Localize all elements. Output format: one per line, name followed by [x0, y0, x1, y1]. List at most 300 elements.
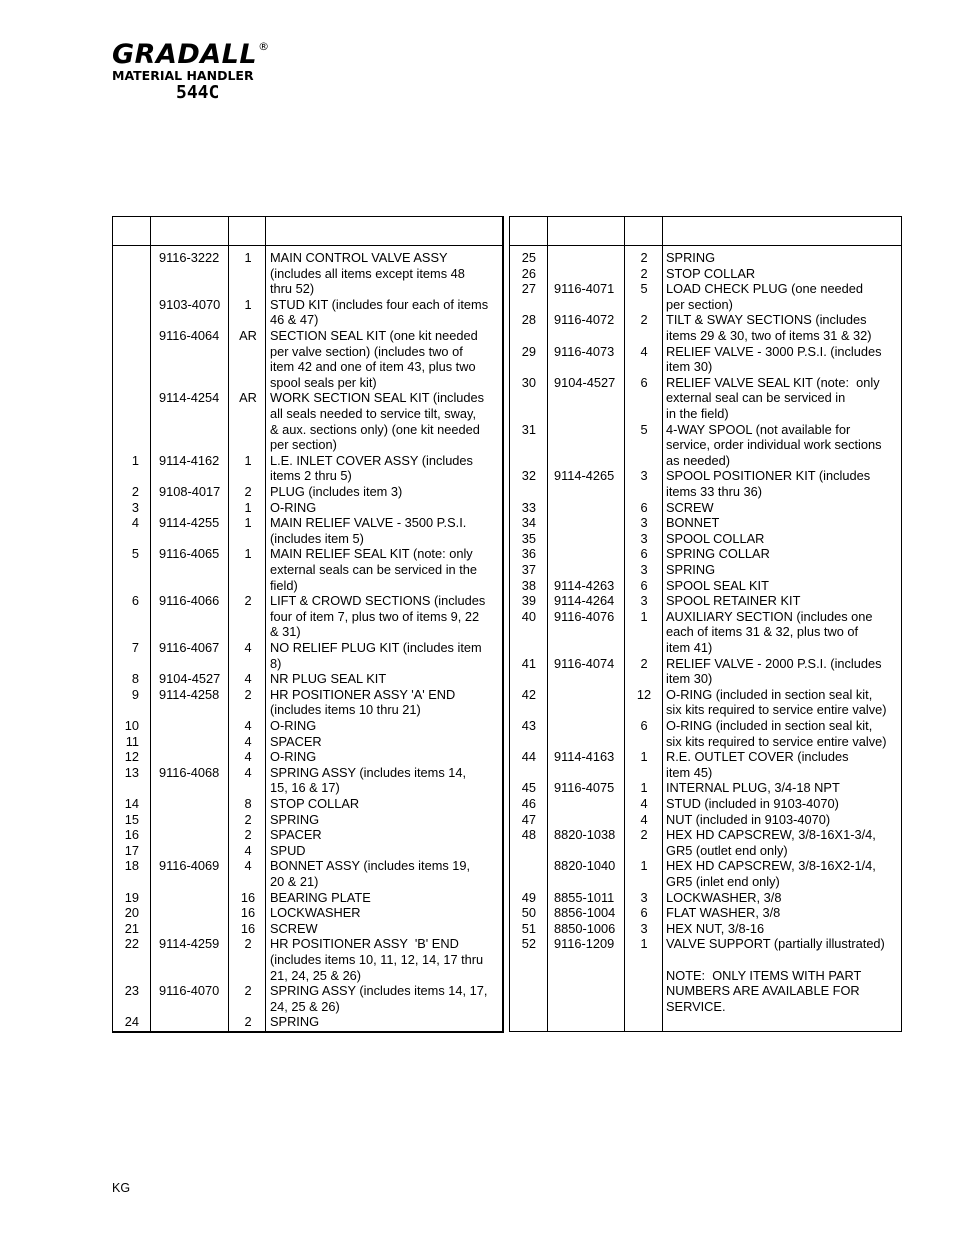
- description-line: 24, 25 & 26): [270, 998, 340, 1014]
- description-line: PLUG (includes item 3): [270, 484, 403, 499]
- description-line: item 30): [666, 359, 713, 375]
- column-divider: [150, 217, 151, 1031]
- description: [666, 921, 902, 937]
- description-line: SPOOL SEAL KIT: [666, 577, 769, 593]
- brand-name: [112, 40, 270, 70]
- description: [270, 734, 502, 750]
- description-line: NO RELIEF PLUG KIT (includes item: [270, 640, 482, 655]
- parts-table-left: [112, 216, 504, 1033]
- description-line: thru 52): [270, 281, 315, 297]
- header-divider: [113, 245, 502, 246]
- item-number: 20: [124, 905, 139, 921]
- quantity: 6: [640, 374, 648, 390]
- quantity: 1: [640, 780, 648, 796]
- description-line: NUMBERS ARE AVAILABLE FOR: [666, 983, 860, 999]
- description-line: HEX HD CAPSCREW, 3/8-16X2-1/4,: [666, 858, 876, 874]
- item-number: 9: [131, 686, 139, 702]
- item-number: 33: [521, 499, 536, 515]
- item-number: 32: [521, 468, 536, 484]
- item-number: 45: [521, 780, 536, 796]
- quantity: 6: [640, 577, 648, 593]
- quantity: 2: [244, 593, 252, 609]
- item-number: 14: [124, 796, 139, 811]
- description-line: service, order individual work sections: [666, 437, 882, 453]
- part-number: 9116-4069: [159, 858, 220, 874]
- description-line: (includes item 5): [270, 530, 364, 546]
- item-number: 34: [521, 515, 536, 531]
- description-line: RELIEF VALVE SEAL KIT (note: only: [666, 374, 880, 390]
- quantity: 5: [640, 281, 648, 297]
- description: [666, 344, 902, 375]
- description-line: INTERNAL PLUG, 3/4-18 NPT: [666, 780, 840, 796]
- part-number: 9114-4254: [159, 390, 220, 406]
- description-line: LOCKWASHER, 3/8: [666, 889, 782, 905]
- part-number: 9116-4070: [159, 983, 220, 999]
- description-line: SPUD: [270, 842, 306, 858]
- description-line: (includes items 10, 11, 12, 14, 17 thru: [270, 951, 484, 967]
- description-line: items 33 thru 36): [666, 483, 763, 499]
- description-line: per valve section) (includes two of: [270, 343, 463, 359]
- part-number: 9104-4527: [159, 671, 221, 687]
- description-line: 20 & 21): [270, 873, 319, 889]
- quantity: 2: [244, 1014, 252, 1030]
- description-line: SPRING: [666, 250, 716, 265]
- quantity: 4: [244, 733, 252, 749]
- description-line: WORK SECTION SEAL KIT (includes: [270, 390, 485, 406]
- description: [270, 827, 502, 843]
- header-divider: [510, 245, 901, 246]
- description: [666, 422, 902, 469]
- description: [666, 780, 902, 796]
- quantity: 2: [244, 686, 252, 702]
- description: [666, 266, 902, 282]
- part-number: 9116-4067: [159, 640, 220, 655]
- item-number: 23: [124, 983, 139, 999]
- quantity: AR: [239, 328, 257, 343]
- description-line: items 2 thru 5): [270, 468, 352, 484]
- quantity: 1: [640, 608, 648, 624]
- description-line: BONNET ASSY (includes items 19,: [270, 858, 471, 874]
- item-number: 4: [131, 515, 139, 531]
- part-number: 9116-4072: [554, 312, 615, 328]
- description: [270, 453, 502, 484]
- brand-text: GRADALL: [112, 39, 258, 70]
- description-line: O-RING: [270, 499, 317, 515]
- description: [270, 921, 502, 937]
- item-number: 17: [124, 842, 139, 858]
- description-line: external seals can be serviced in the: [270, 561, 477, 577]
- description: [666, 718, 902, 749]
- quantity: 2: [244, 811, 252, 827]
- description: [666, 609, 902, 656]
- description-line: GR5 (inlet end only): [666, 873, 780, 889]
- description-line: SPRING: [270, 811, 320, 827]
- description-line: SPRING ASSY (includes items 14, 17,: [270, 983, 488, 999]
- quantity: 2: [244, 983, 252, 999]
- part-number: 8850-1006: [554, 920, 616, 936]
- description: [666, 905, 902, 921]
- description: [666, 546, 902, 562]
- item-number: 41: [521, 655, 536, 671]
- item-number: 24: [124, 1014, 139, 1030]
- quantity: 4: [244, 764, 252, 780]
- item-number: 13: [124, 764, 139, 780]
- quantity: 4: [244, 842, 252, 858]
- description-line: SPRING COLLAR: [666, 546, 770, 562]
- description-line: four of item 7, plus two of items 9, 22: [270, 608, 480, 624]
- quantity: 6: [640, 905, 648, 921]
- description-line: SCREW: [666, 499, 714, 515]
- item-number: 6: [131, 593, 139, 609]
- item-number: 43: [521, 718, 536, 733]
- description-line: item 41): [666, 639, 713, 655]
- description: [270, 812, 502, 828]
- part-number: 9116-4068: [159, 764, 220, 780]
- description: [666, 687, 902, 718]
- description: [666, 250, 902, 266]
- quantity: 1: [244, 250, 252, 265]
- description-line: (includes all items except items 48: [270, 265, 465, 281]
- quantity: 8: [244, 796, 252, 811]
- description-line: LOAD CHECK PLUG (one needed: [666, 281, 864, 297]
- quantity: 3: [640, 468, 648, 484]
- item-number: 16: [124, 827, 139, 843]
- item-number: 48: [521, 827, 536, 843]
- description: [270, 765, 502, 796]
- part-number: 9114-4259: [159, 936, 220, 952]
- part-number: 9116-3222: [159, 250, 220, 265]
- item-number: 30: [521, 374, 536, 390]
- description-line: NUT (included in 9103-4070): [666, 811, 831, 827]
- item-number: 27: [521, 281, 536, 297]
- description-line: SPRING: [666, 562, 716, 577]
- description-line: R.E. OUTLET COVER (includes: [666, 749, 849, 765]
- part-number: 9114-4162: [159, 452, 220, 468]
- description: [666, 968, 902, 1015]
- description-line: GR5 (outlet end only): [666, 842, 788, 858]
- item-number: 10: [124, 718, 139, 733]
- quantity: 3: [640, 515, 648, 531]
- item-number: 40: [521, 608, 536, 624]
- description-line: field): [270, 577, 298, 593]
- quantity: 1: [640, 749, 648, 765]
- column-divider: [624, 217, 625, 1031]
- description-line: HR POSITIONER ASSY 'B' END: [270, 936, 459, 952]
- description-line: per section): [270, 437, 337, 453]
- part-number: 8856-1004: [554, 905, 616, 921]
- quantity: 3: [640, 530, 648, 546]
- description: [666, 375, 902, 422]
- description: [270, 500, 502, 516]
- description: [270, 671, 502, 687]
- item-number: 1: [131, 452, 139, 468]
- description-line: SPRING: [270, 1014, 320, 1030]
- item-number: 36: [521, 546, 536, 562]
- column-divider: [662, 217, 663, 1031]
- quantity: 4: [244, 858, 252, 874]
- part-number: 9114-4264: [554, 593, 615, 609]
- part-number: 8855-1011: [554, 889, 615, 905]
- quantity: 2: [640, 827, 648, 843]
- description-line: 8): [270, 655, 282, 671]
- item-number: 29: [521, 343, 536, 359]
- description: [270, 250, 502, 297]
- description-line: SPOOL COLLAR: [666, 530, 765, 546]
- item-number: 42: [521, 686, 536, 702]
- description-line: LIFT & CROWD SECTIONS (includes: [270, 593, 486, 609]
- item-number: 26: [521, 265, 536, 281]
- item-number: 22: [124, 936, 139, 952]
- description-line: STUD (included in 9103-4070): [666, 796, 839, 811]
- item-number: 12: [124, 749, 139, 765]
- description-line: all seals needed to service tilt, sway,: [270, 405, 477, 421]
- description: [270, 297, 502, 328]
- description: [666, 827, 902, 858]
- description-line: items 29 & 30, two of items 31 & 32): [666, 327, 872, 343]
- description-line: [666, 952, 902, 968]
- description-line: MAIN RELIEF VALVE - 3500 P.S.I.: [270, 515, 467, 531]
- item-number: 52: [521, 936, 536, 952]
- quantity: 4: [640, 343, 648, 359]
- item-number: 2: [131, 484, 139, 499]
- quantity: 3: [640, 562, 648, 577]
- description: [666, 312, 902, 343]
- description-line: RELIEF VALVE - 2000 P.S.I. (includes: [666, 655, 882, 671]
- item-number: 31: [521, 421, 536, 437]
- part-number: 9114-4263: [554, 577, 615, 593]
- quantity: 2: [244, 827, 252, 843]
- quantity: 4: [244, 640, 252, 655]
- part-number: 9104-4527: [554, 374, 616, 390]
- description: [270, 718, 502, 734]
- description-line: O-RING: [270, 718, 317, 733]
- quantity: 6: [640, 546, 648, 562]
- description: [666, 468, 902, 499]
- quantity: 4: [244, 671, 252, 687]
- quantity: 6: [640, 718, 648, 733]
- quantity: 4: [640, 811, 648, 827]
- quantity: 1: [244, 515, 252, 531]
- description: [666, 281, 902, 312]
- description: [270, 484, 502, 500]
- description-line: external seal can be serviced in: [666, 390, 846, 406]
- quantity: 2: [640, 312, 648, 328]
- item-number: 50: [521, 905, 536, 921]
- quantity: 4: [244, 749, 252, 765]
- description-line: SPRING ASSY (includes items 14,: [270, 764, 467, 780]
- quantity: 2: [640, 655, 648, 671]
- description-line: spool seals per kit): [270, 374, 377, 390]
- description-line: 46 & 47): [270, 312, 319, 328]
- description: [270, 890, 502, 906]
- quantity: 1: [640, 858, 648, 874]
- description: [270, 546, 502, 593]
- description-line: NR PLUG SEAL KIT: [270, 671, 387, 687]
- part-number: 9114-4255: [159, 515, 220, 531]
- item-number: 5: [131, 546, 139, 562]
- quantity: 3: [640, 920, 648, 936]
- quantity: 2: [640, 250, 648, 265]
- description: [666, 515, 902, 531]
- quantity: 12: [636, 686, 652, 702]
- registered-mark: ®: [258, 40, 270, 53]
- description: [270, 983, 502, 1014]
- description-line: SPOOL POSITIONER KIT (includes: [666, 468, 871, 484]
- product-subtitle: MATERIAL HANDLER: [112, 68, 254, 83]
- description: [270, 640, 502, 671]
- item-number: 51: [521, 920, 536, 936]
- description-line: HR POSITIONER ASSY 'A' END: [270, 686, 456, 702]
- description-line: & aux. sections only) (one kit needed: [270, 421, 480, 437]
- quantity: AR: [239, 390, 257, 406]
- description-line: STOP COLLAR: [270, 796, 360, 811]
- description-line: each of items 31 & 32, plus two of: [666, 624, 859, 640]
- column-divider: [547, 217, 548, 1031]
- description: [666, 749, 902, 780]
- description: [666, 858, 902, 889]
- description: [666, 812, 902, 828]
- quantity: 4: [640, 796, 648, 811]
- item-number: 7: [131, 640, 139, 655]
- description-line: O-RING (included in section seal kit,: [666, 686, 873, 702]
- description-line: as needed): [666, 452, 731, 468]
- quantity: 16: [240, 889, 256, 905]
- part-number: 9116-4075: [554, 780, 615, 796]
- quantity: 5: [640, 421, 648, 437]
- part-number: 9103-4070: [159, 296, 221, 312]
- description-line: LOCKWASHER: [270, 905, 361, 921]
- description-line: 4-WAY SPOOL (not available for: [666, 421, 851, 437]
- model-number: 544C: [176, 82, 220, 103]
- description-line: per section): [666, 296, 733, 312]
- quantity: 4: [244, 718, 252, 733]
- description: [270, 390, 502, 452]
- description-line: RELIEF VALVE - 3000 P.S.I. (includes: [666, 343, 882, 359]
- description-line: STUD KIT (includes four each of items: [270, 296, 489, 312]
- description: [270, 796, 502, 812]
- description-line: HEX HD CAPSCREW, 3/8-16X1-3/4,: [666, 827, 876, 843]
- part-number: 9116-4074: [554, 655, 615, 671]
- description: [270, 905, 502, 921]
- description-line: BONNET: [666, 515, 720, 531]
- item-number: 28: [521, 312, 536, 328]
- item-number: 18: [124, 858, 139, 874]
- description: [270, 1014, 502, 1030]
- item-number: 38: [521, 577, 536, 593]
- quantity: 16: [240, 920, 256, 936]
- quantity: 2: [244, 936, 252, 952]
- description: [270, 749, 502, 765]
- page-footer-code: KG: [112, 1181, 131, 1195]
- description-line: six kits required to service entire valve): [666, 733, 887, 749]
- item-number: 37: [521, 562, 536, 577]
- description-line: TILT & SWAY SECTIONS (includes: [666, 312, 867, 328]
- description-line: AUXILIARY SECTION (includes one: [666, 608, 873, 624]
- description: [270, 515, 502, 546]
- description: [666, 593, 902, 609]
- parts-table-right: [509, 216, 902, 1032]
- description: [666, 656, 902, 687]
- part-number: 9116-4064: [159, 328, 220, 343]
- quantity: 1: [244, 452, 252, 468]
- part-number: 8820-1038: [554, 827, 616, 843]
- description: [666, 890, 902, 906]
- description: [666, 500, 902, 516]
- quantity: 16: [240, 905, 256, 921]
- description-line: in the field): [666, 405, 729, 421]
- description: [666, 936, 902, 952]
- item-number: 8: [131, 671, 139, 687]
- quantity: 1: [640, 936, 648, 952]
- description-line: BEARING PLATE: [270, 889, 371, 905]
- description: [270, 936, 502, 983]
- part-number: 9114-4258: [159, 686, 220, 702]
- item-number: 19: [124, 889, 139, 905]
- description-line: VALVE SUPPORT (partially illustrated): [666, 936, 885, 952]
- item-number: 11: [125, 733, 139, 749]
- part-number: 9116-4076: [554, 608, 615, 624]
- description-line: STOP COLLAR: [666, 265, 756, 281]
- description: [666, 952, 902, 968]
- item-number: 3: [131, 499, 139, 515]
- description-line: L.E. INLET COVER ASSY (includes: [270, 452, 473, 468]
- item-number: 39: [521, 593, 536, 609]
- gradall-logo: [112, 40, 270, 103]
- description-line: 21, 24, 25 & 26): [270, 967, 362, 983]
- description: [270, 843, 502, 859]
- description-line: SPACER: [270, 827, 322, 843]
- description-line: (includes items 10 thru 21): [270, 702, 421, 718]
- column-divider: [228, 217, 229, 1031]
- quantity: 1: [244, 296, 252, 312]
- description: [270, 687, 502, 718]
- part-number: 9108-4017: [159, 484, 221, 499]
- description-line: SPACER: [270, 733, 322, 749]
- part-number: 9114-4163: [554, 749, 615, 765]
- part-number: 9116-4065: [159, 546, 220, 562]
- description-line: FLAT WASHER, 3/8: [666, 905, 781, 921]
- description: [270, 328, 502, 390]
- quantity: 3: [640, 593, 648, 609]
- item-number: 25: [521, 250, 536, 265]
- quantity: 1: [244, 499, 252, 515]
- quantity: 1: [244, 546, 252, 562]
- item-number: 47: [521, 811, 536, 827]
- description-line: six kits required to service entire valve): [666, 702, 887, 718]
- part-number: 9116-4073: [554, 343, 615, 359]
- description: [666, 578, 902, 594]
- quantity: 2: [244, 484, 252, 499]
- item-number: 46: [521, 796, 536, 811]
- item-number: 44: [521, 749, 536, 765]
- description: [270, 593, 502, 640]
- part-number: 9116-1209: [554, 936, 615, 952]
- quantity: 2: [640, 265, 648, 281]
- description-line: MAIN CONTROL VALVE ASSY: [270, 250, 448, 265]
- description-line: item 42 and one of item 43, plus two: [270, 359, 476, 375]
- description: [666, 531, 902, 547]
- quantity: 3: [640, 889, 648, 905]
- description-line: item 30): [666, 671, 713, 687]
- description-line: SECTION SEAL KIT (one kit needed: [270, 328, 478, 343]
- description-line: HEX NUT, 3/8-16: [666, 920, 765, 936]
- description-line: SERVICE.: [666, 998, 726, 1014]
- description-line: MAIN RELIEF SEAL KIT (note: only: [270, 546, 473, 562]
- quantity: 6: [640, 499, 648, 515]
- description-line: O-RING: [270, 749, 317, 765]
- description-line: & 31): [270, 624, 301, 640]
- description: [666, 562, 902, 578]
